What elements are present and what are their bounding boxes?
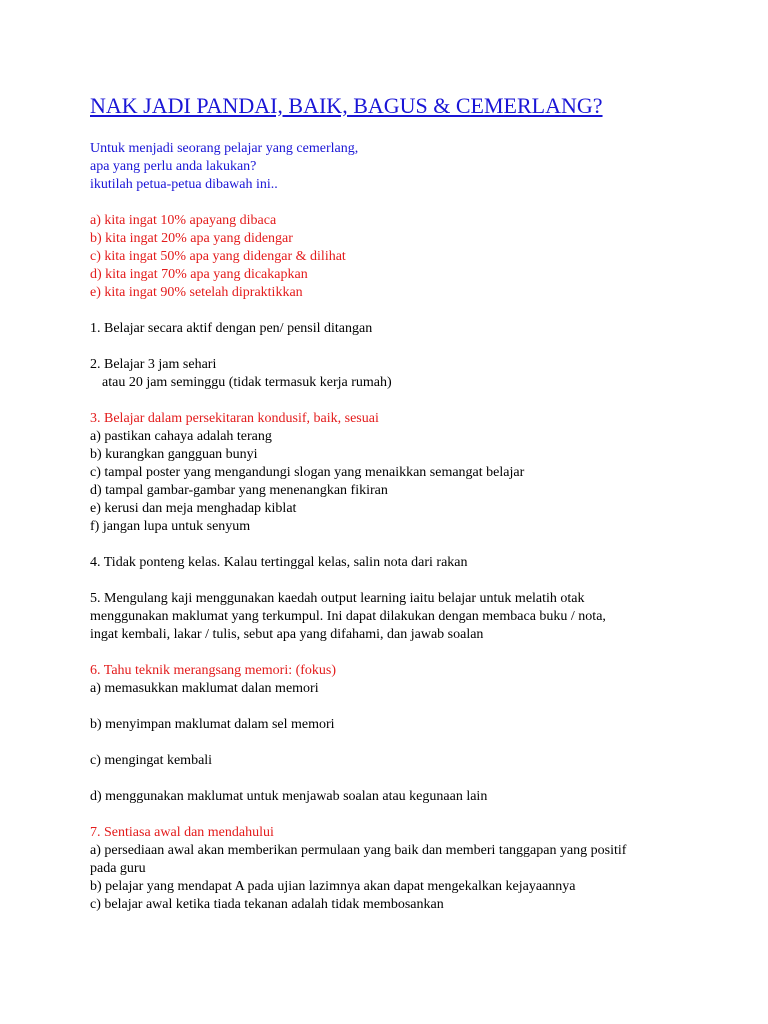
tip-5 xyxy=(90,590,710,644)
tip-6-item: b) menyimpan maklumat dalam sel memori xyxy=(90,717,335,732)
tip-2-line: 2. Belajar 3 jam sehari xyxy=(90,357,217,372)
tip-7-item: a) persediaan awal akan memberikan permulaan yang baik dan memberi tanggapan yang positif xyxy=(90,843,627,858)
tip-6-heading: 6. Tahu teknik merangsang memori: (fokus) xyxy=(90,663,337,678)
intro-line: Untuk menjadi seorang pelajar yang cemerlang, xyxy=(90,141,359,156)
tip-3-item: f) jangan lupa untuk senyum xyxy=(90,519,251,534)
intro-line: apa yang perlu anda lakukan? xyxy=(90,159,257,174)
retention-list xyxy=(90,212,710,302)
page-title: NAK JADI PANDAI, BAIK, BAGUS & CEMERLANG? xyxy=(90,93,603,118)
tip-5-line: 5. Mengulang kaji menggunakan kaedah output learning iaitu belajar untuk melatih otak xyxy=(90,591,585,606)
tip-4: 4. Tidak ponteng kelas. Kalau tertinggal kelas, salin nota dari rakan xyxy=(90,555,468,570)
tip-3-item: a) pastikan cahaya adalah terang xyxy=(90,429,272,444)
tip-5-line: ingat kembali, lakar / tulis, sebut apa yang difahami, dan jawab soalan xyxy=(90,627,484,642)
tip-2 xyxy=(90,356,710,392)
tip-7-item: c) belajar awal ketika tiada tekanan adalah tidak membosankan xyxy=(90,897,444,912)
tip-6 xyxy=(90,662,710,806)
retention-item: c) kita ingat 50% apa yang didengar & dilihat xyxy=(90,249,346,264)
retention-item: b) kita ingat 20% apa yang didengar xyxy=(90,231,293,246)
tip-7 xyxy=(90,824,710,914)
intro-block xyxy=(90,140,710,194)
tip-3-item: e) kerusi dan meja menghadap kiblat xyxy=(90,501,297,516)
document-page xyxy=(90,92,710,914)
tip-3-heading: 3. Belajar dalam persekitaran kondusif, baik, sesuai xyxy=(90,411,379,426)
tip-3 xyxy=(90,410,710,536)
tip-5-line: menggunakan maklumat yang terkumpul. Ini dapat dilakukan dengan membaca buku / nota, xyxy=(90,609,606,624)
tip-3-item: d) tampal gambar-gambar yang menenangkan fikiran xyxy=(90,483,388,498)
tip-7-item: pada guru xyxy=(90,861,146,876)
tip-2-line: atau 20 jam seminggu (tidak termasuk kerja rumah) xyxy=(102,375,392,390)
tip-6-item: c) mengingat kembali xyxy=(90,753,213,768)
tip-3-item: c) tampal poster yang mengandungi slogan yang menaikkan semangat belajar xyxy=(90,465,525,480)
tip-7-item: b) pelajar yang mendapat A pada ujian lazimnya akan dapat mengekalkan kejayaannya xyxy=(90,879,576,894)
intro-line: ikutilah petua-petua dibawah ini.. xyxy=(90,177,278,192)
retention-item: a) kita ingat 10% apayang dibaca xyxy=(90,213,277,228)
tip-6-item: d) menggunakan maklumat untuk menjawab soalan atau kegunaan lain xyxy=(90,789,488,804)
retention-item: e) kita ingat 90% setelah dipraktikkan xyxy=(90,285,303,300)
tip-7-heading: 7. Sentiasa awal dan mendahului xyxy=(90,825,274,840)
retention-item: d) kita ingat 70% apa yang dicakapkan xyxy=(90,267,308,282)
tip-1: 1. Belajar secara aktif dengan pen/ pensil ditangan xyxy=(90,321,373,336)
tip-6-item: a) memasukkan maklumat dalan memori xyxy=(90,681,319,696)
tip-3-item: b) kurangkan gangguan bunyi xyxy=(90,447,258,462)
